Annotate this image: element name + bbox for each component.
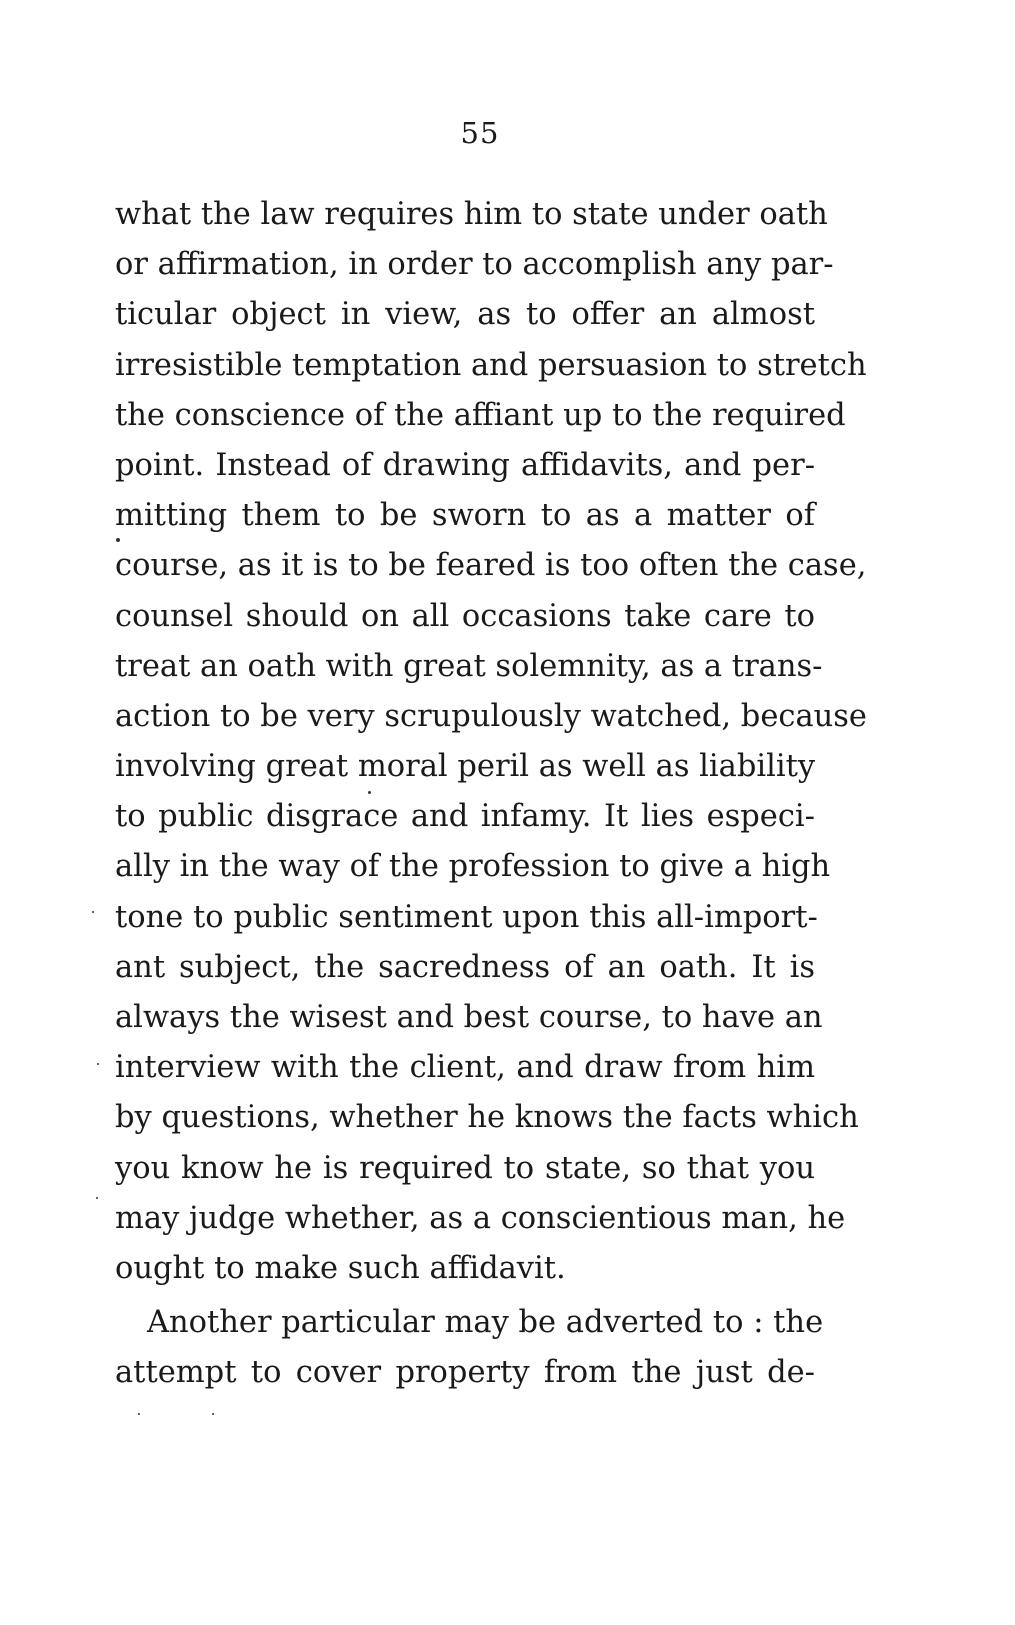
- text-line: ant subject, the sacredness of an oath. It is: [115, 949, 815, 985]
- text-line: action to be very scrupulously watched, because: [115, 698, 867, 734]
- scan-speck: [138, 1413, 140, 1415]
- text-line: tone to public sentiment upon this all-import-: [115, 899, 818, 935]
- text-line: interview with the client, and draw from him: [115, 1050, 815, 1086]
- text-line: course, as it is to be feared is too often the case,: [115, 548, 867, 584]
- text-line: by questions, whether he knows the facts which: [115, 1100, 859, 1136]
- scan-speck: [97, 1063, 99, 1065]
- scan-speck: [96, 1197, 98, 1199]
- scan-speck: [212, 1413, 214, 1415]
- scan-speck: [368, 791, 371, 794]
- text-line: point. Instead of drawing affidavits, and per-: [115, 447, 815, 483]
- text-line: counsel should on all occasions take care to: [115, 598, 815, 634]
- paragraph-1: [115, 190, 867, 1294]
- text-line: you know he is required to state, so that you: [115, 1150, 815, 1186]
- text-line: may judge whether, as a conscientious man, he: [115, 1200, 846, 1236]
- text-line: treat an oath with great solemnity, as a trans-: [115, 648, 823, 684]
- paragraph-2: [115, 1298, 824, 1398]
- text-line: mitting them to be sworn to as a matter of: [115, 498, 815, 534]
- text-line: ally in the way of the profession to give a high: [115, 849, 831, 885]
- text-line: attempt to cover property from the just de-: [115, 1355, 815, 1391]
- text-line: always the wisest and best course, to have an: [115, 1000, 823, 1035]
- text-line: involving great moral peril as well as liability: [115, 749, 816, 785]
- text-line: the conscience of the affiant up to the required: [115, 397, 846, 433]
- scan-speck: [92, 911, 94, 913]
- text-line: ticular object in view, as to offer an almost: [115, 297, 815, 333]
- text-line: ought to make such affidavit.: [115, 1250, 566, 1286]
- text-line: to public disgrace and infamy. It lies especi-: [115, 799, 815, 835]
- text-line: irresistible temptation and persuasion to stretch: [115, 347, 867, 383]
- body-text: [115, 190, 867, 1399]
- text-line: what the law requires him to state under oath: [115, 197, 828, 232]
- text-line: or affirmation, in order to accomplish any par-: [115, 247, 834, 283]
- page-number: 55: [460, 116, 500, 150]
- text-line: Another particular may be adverted to : the: [147, 1305, 824, 1341]
- scan-speck: [116, 538, 120, 542]
